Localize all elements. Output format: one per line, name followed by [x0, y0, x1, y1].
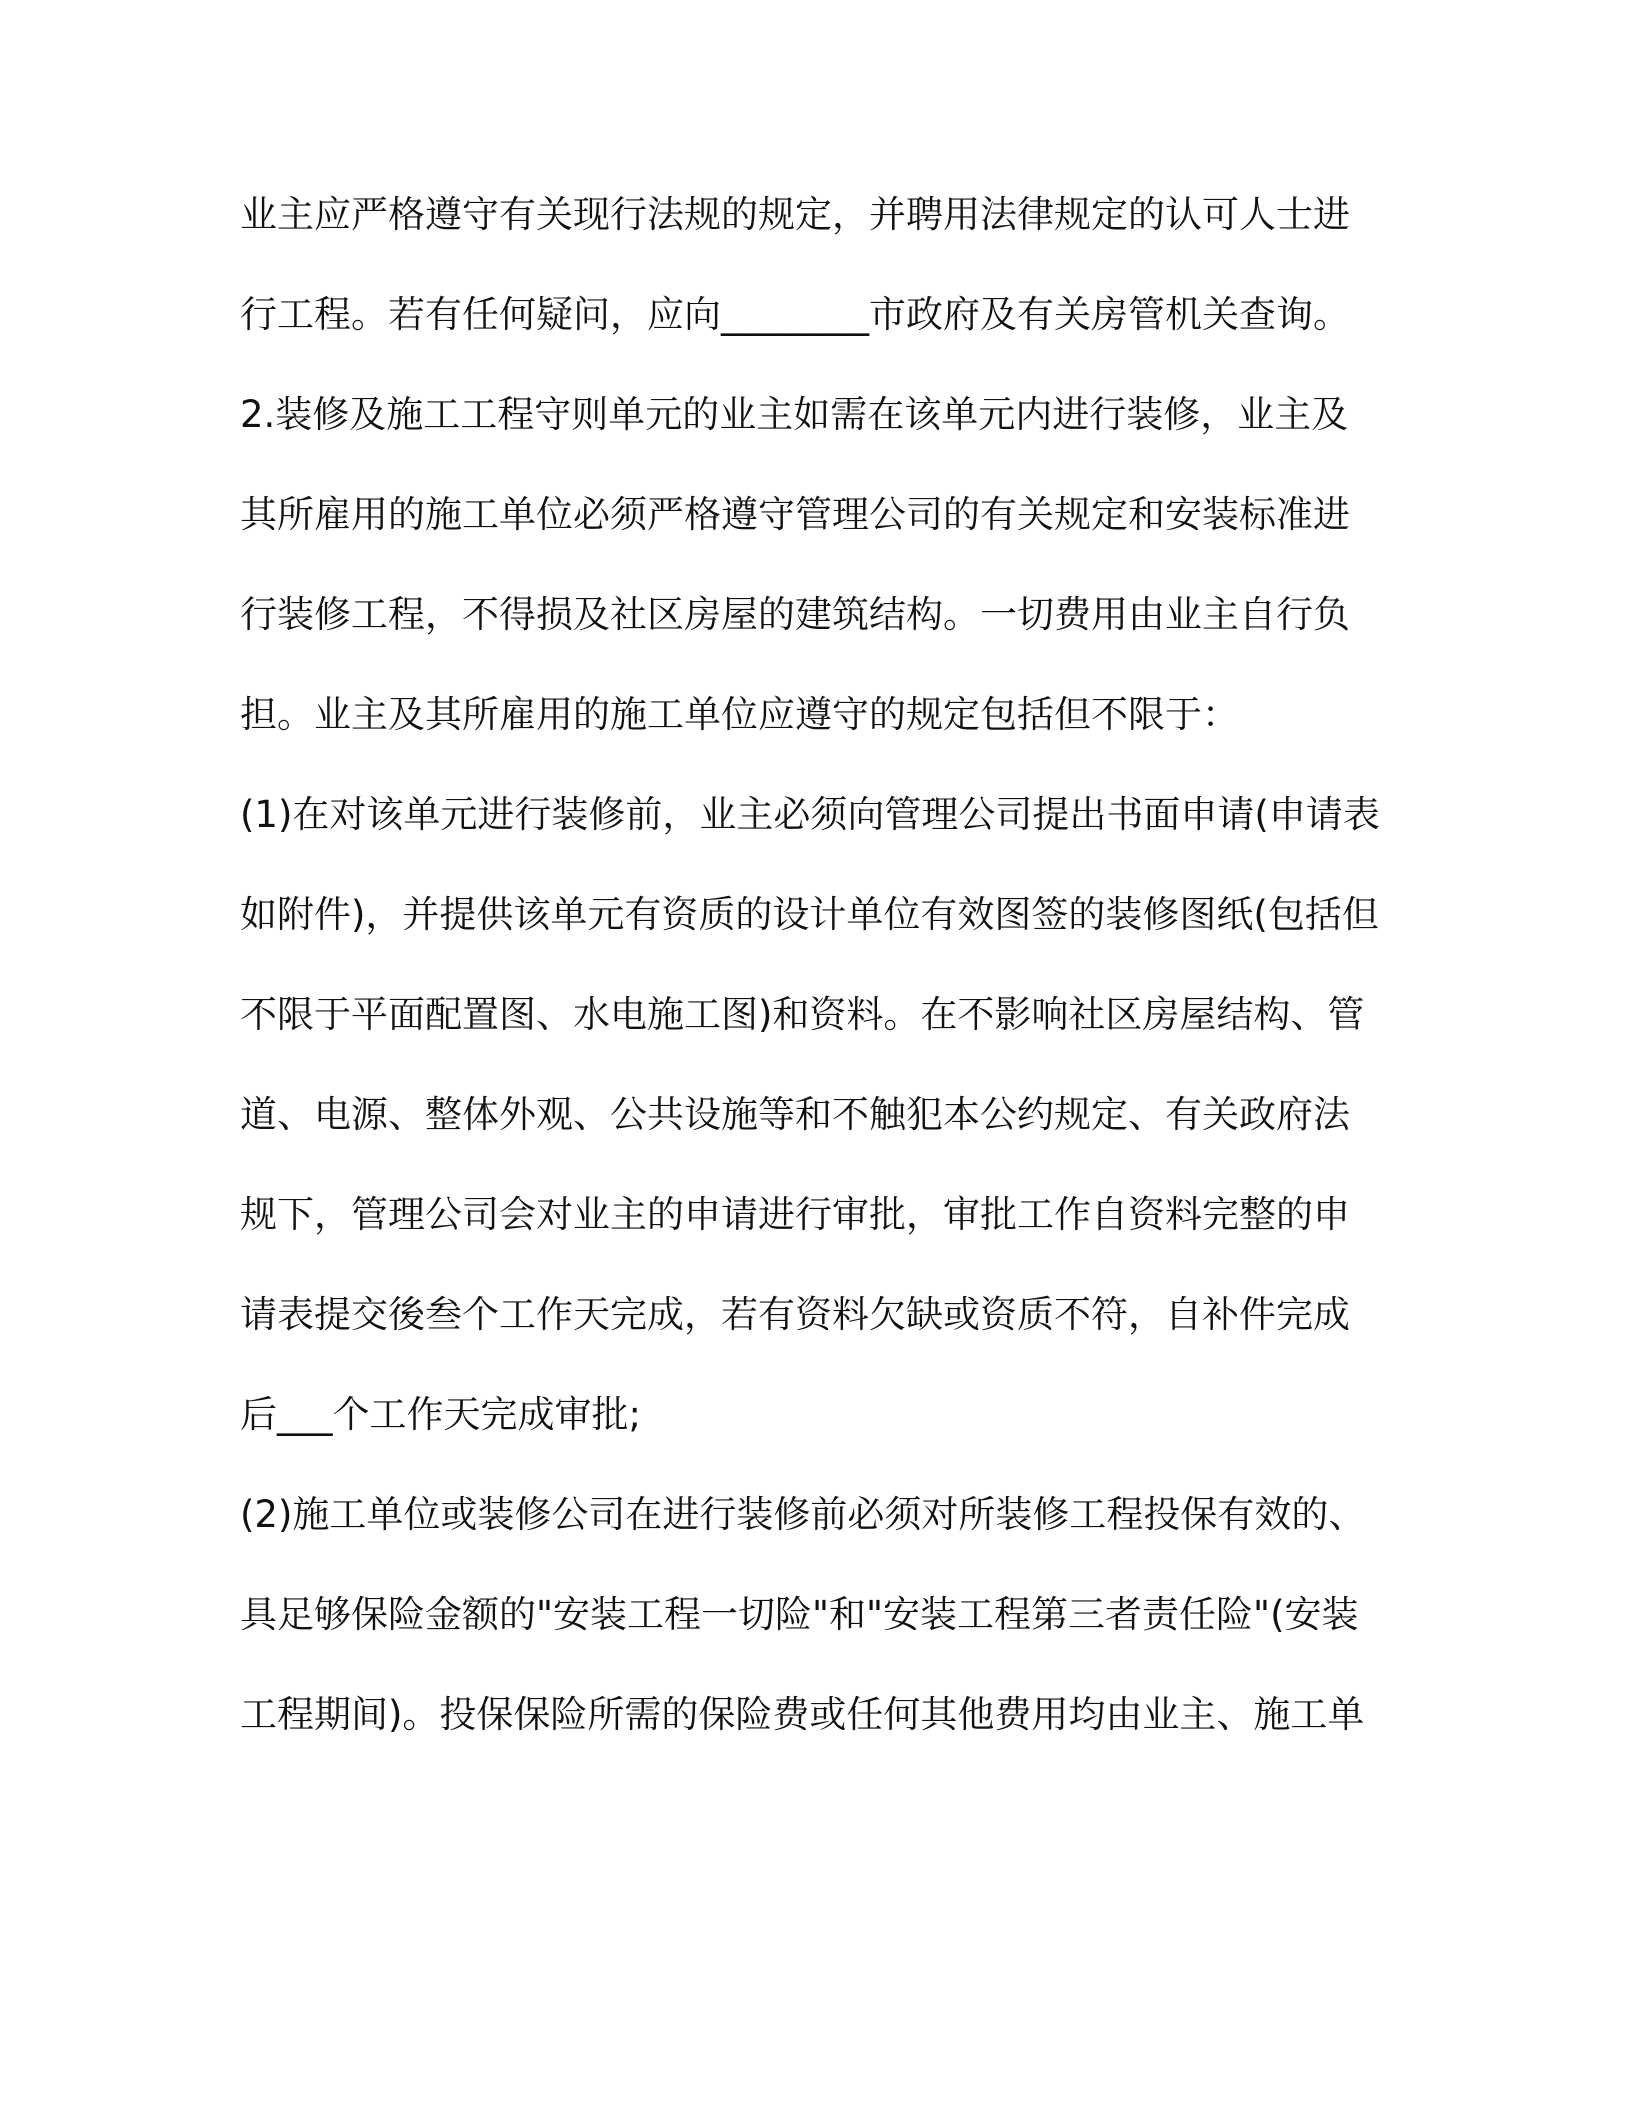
text-line: 具足够保险金额的"安装工程一切险"和"安装工程第三者责任险"(安装: [240, 1593, 1359, 1636]
text-line: 后___个工作天完成审批;: [240, 1393, 641, 1436]
text-line: 其所雇用的施工单位必须严格遵守管理公司的有关规定和安装标准进: [240, 493, 1350, 536]
text-line: 工程期间)。投保保险所需的保险费或任何其他费用均由业主、施工单: [240, 1693, 1365, 1736]
text-line: 行装修工程，不得损及社区房屋的建筑结构。一切费用由业主自行负: [240, 593, 1350, 636]
text-line: (1)在对该单元进行装修前，业主必须向管理公司提出书面申请(申请表: [240, 793, 1380, 836]
text-line: 行工程。若有任何疑问，应向________市政府及有关房管机关查询。: [240, 293, 1350, 336]
text-line: (2)施工单位或装修公司在进行装修前必须对所装修工程投保有效的、: [240, 1493, 1366, 1536]
text-line: 道、电源、整体外观、公共设施等和不触犯本公约规定、有关政府法: [240, 1093, 1350, 1136]
text-line: 如附件)，并提供该单元有资质的设计单位有效图签的装修图纸(包括但: [240, 893, 1379, 936]
text-line: 业主应严格遵守有关现行法规的规定，并聘用法律规定的认可人士进: [240, 193, 1350, 236]
text-line: 规下，管理公司会对业主的申请进行审批，审批工作自资料完整的申: [240, 1193, 1350, 1236]
text-line: 担。业主及其所雇用的施工单位应遵守的规定包括但不限于：: [240, 693, 1239, 736]
text-line: 请表提交後叁个工作天完成，若有资料欠缺或资质不符，自补件完成: [240, 1293, 1350, 1336]
text-line: 不限于平面配置图、水电施工图)和资料。在不影响社区房屋结构、管: [240, 993, 1365, 1036]
text-line: 2.装修及施工工程守则单元的业主如需在该单元内进行装修，业主及: [240, 393, 1349, 436]
